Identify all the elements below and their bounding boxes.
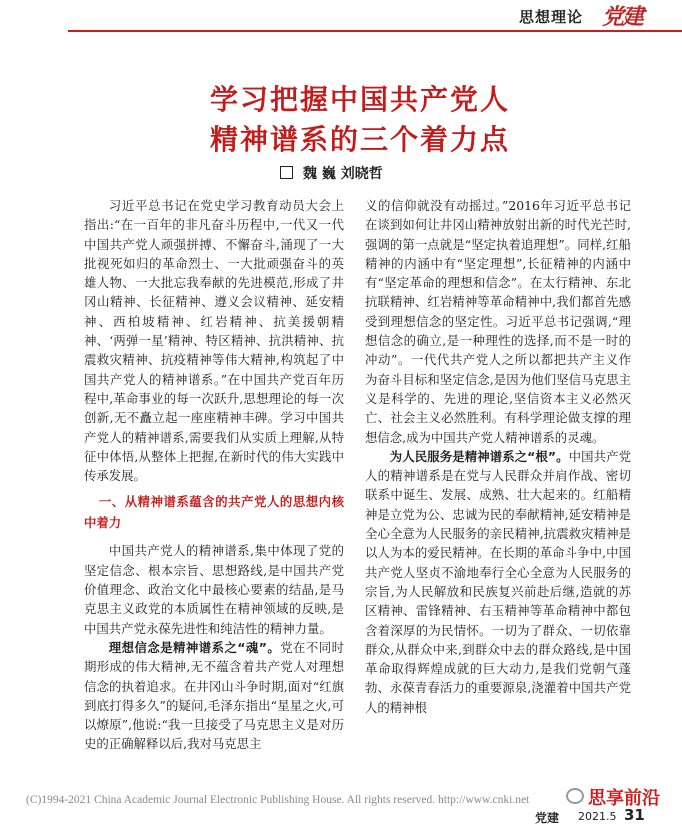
intro-paragraph: 习近平总书记在党史学习教育动员大会上指出:“在一百年的非凡奋斗历程中,一代又一代中国共产党人顽强拼搏、不懈奋斗,涌现了一大批视死如归的革命烈士、一大批顽强奋斗的英雄人物、一大批忘我奉献的先进模范,形成了井冈山精神、长征精神、遵义会议精神、延安精神、西柏坡精神、红岩精神、抗美援朝精神、‘两弹一星’精神、特区精神、抗洪精神、抗震救灾精神、抗疫精神等伟大精神,构筑起了中国共产党人的精神谱系。”在中国共产党百年历程中,革命事业的每一次跃升,思想理论的每一次创新,无不矗立起一座座精神丰碑。学习中国共产党人的精神谱系,需要我们从实质上理解,从特征中体悟,从整体上把握,在新时代的伟大实践中传承发展。: [84, 198, 344, 484]
wechat-icon: [566, 788, 584, 804]
watermark-text: 思享前沿: [588, 788, 660, 809]
people-text: 中国共产党人的精神谱系是在党与人民群众并肩作战、密切联系中诞生、发展、成熟、壮大起来的。红船精神是立党为公、忠诚为民的奉献精神,延安精神是全心全意为人民服务的亲民精神,抗震救灾精神是以人为本的爱民精神。在长期的革命斗争中,中国共产党人坚贞不渝地奉行全心全意为人民服务的宗旨,为人民解放和民族复兴前赴后继,造就的苏区精神、雷锋精神、右玉精神等革命精神中都包含着深厚的为民情怀。一切为了群众、一切依靠群众,从群众中来,到群众中去的群众路线,是中国革命取得辉煌成就的巨大动力,是我们党朝气蓬勃、永葆青春活力的重要源泉,浇灌着中国共产党人的精神根: [365, 448, 632, 715]
left-column: [84, 196, 344, 754]
footer-date: 2021.5: [578, 810, 617, 823]
section-label: 思想理论: [519, 8, 584, 26]
ideals-text: 党在不同时期形成的伟大精神,无不蕴含着共产党人对理想信念的执着追求。在井冈山斗争时期,面对“红旗到底打得多久”的疑问,毛泽东指出“星星之火,可以燎原”,他说:“我一旦接受了马克思主义是对历史的正确解释以后,我对马克思主: [84, 639, 344, 752]
watermark: [566, 784, 660, 810]
copyright-notice: (C)1994-2021 China Academic Journal Electronic Publishing House. All rights reserved. http://www.cnki.net: [26, 794, 530, 806]
author-box-icon: [280, 166, 293, 179]
authors: [280, 163, 480, 183]
section-heading-1: 一、从精神谱系蕴含的共产党人的思想内核中着力: [84, 494, 344, 531]
right-column: [365, 196, 631, 717]
paragraph-ideals: [84, 638, 344, 754]
ideals-lead: 理想信念是精神谱系之“魂”。: [108, 639, 281, 655]
article-title-line1: 学习把握中国共产党人: [209, 83, 510, 116]
people-lead: 为人民服务是精神谱系之“根”。: [389, 448, 569, 464]
paragraph-people: [365, 447, 631, 717]
footer-magazine: 党建: [535, 811, 560, 825]
paragraph-belief: 义的信仰就没有动摇过。”2016年习近平总书记在谈到如何让井冈山精神放射出新的时代光芒时,强调的第一点就是“坚定执着追理想”。同样,红船精神的内涵中有“坚定理想”,长征精神的内涵中有“坚定革命的理想和信念”。在太行精神、东北抗联精神、红岩精神等革命精神中,我们都首先感受到理想信念的坚定性。习近平总书记强调,“理想信念的确立,是一种理性的选择,而不是一时的冲动”。一代代共产党人之所以都把共产主义作为奋斗目标和坚定信念,是因为他们坚信马克思主义是科学的、先进的理论,坚信资本主义必然灭亡、社会主义必然胜利。有科学理论做支撑的理想信念,成为中国共产党人精神谱系的灵魂。: [365, 198, 631, 445]
page-number: 31: [624, 806, 645, 824]
author-names: 魏 巍 刘晓哲: [303, 166, 383, 182]
brand-logo: 党建: [602, 4, 643, 30]
header-rule: [68, 30, 682, 32]
article-title-line2: 精神谱系的三个着力点: [209, 123, 510, 156]
paragraph-core: 中国共产党人的精神谱系,集中体现了党的坚定信念、根本宗旨、思想路线,是中国共产党价值理念、政治文化中最核心要素的结晶,是马克思主义政党的本质属性在精神领域的反映,是中国共产党永葆先进性和纯洁性的精神力量。: [84, 543, 344, 636]
